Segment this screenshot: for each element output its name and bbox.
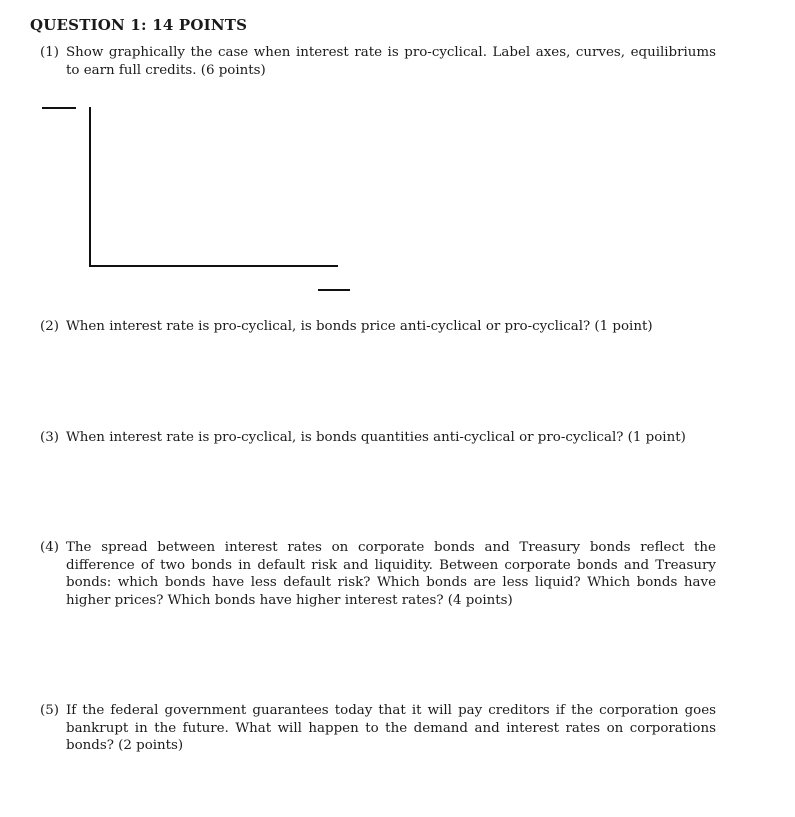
question-3-number: (3) — [40, 430, 59, 445]
question-1 — [40, 44, 716, 79]
question-2 — [40, 318, 716, 336]
question-2-text: When interest rate is pro-cyclical, is bonds price anti-cyclical or pro-cyclical? (1 point) — [66, 319, 653, 334]
blank-graph-axes — [40, 100, 360, 300]
question-heading: QUESTION 1: 14 POINTS — [30, 16, 248, 34]
question-4-number: (4) — [40, 540, 59, 555]
question-3-text: When interest rate is pro-cyclical, is bonds quantities anti-cyclical or pro-cyclical? (1 point) — [66, 430, 686, 445]
question-3 — [40, 429, 716, 447]
question-4-text: The spread between interest rates on corporate bonds and Treasury bonds reflect the difference of two bonds in default risk and liquidity. Between corporate bonds and Treasury bonds: which bonds have less default risk? Which bonds are less liquid? Which bonds have higher prices? Which bonds have higher interest rates? (4 points) — [66, 540, 716, 608]
question-2-number: (2) — [40, 319, 59, 334]
question-5-number: (5) — [40, 703, 59, 718]
question-1-number: (1) — [40, 45, 59, 60]
question-5-text: If the federal government guarantees today that it will pay creditors if the corporation goes bankrupt in the future. What will happen to the demand and interest rates on corporations bonds? (2 points) — [66, 703, 716, 753]
question-5 — [40, 702, 716, 755]
question-1-text: Show graphically the case when interest rate is pro-cyclical. Label axes, curves, equilibriums to earn full credits. (6 points) — [66, 45, 716, 78]
question-4 — [40, 539, 716, 609]
